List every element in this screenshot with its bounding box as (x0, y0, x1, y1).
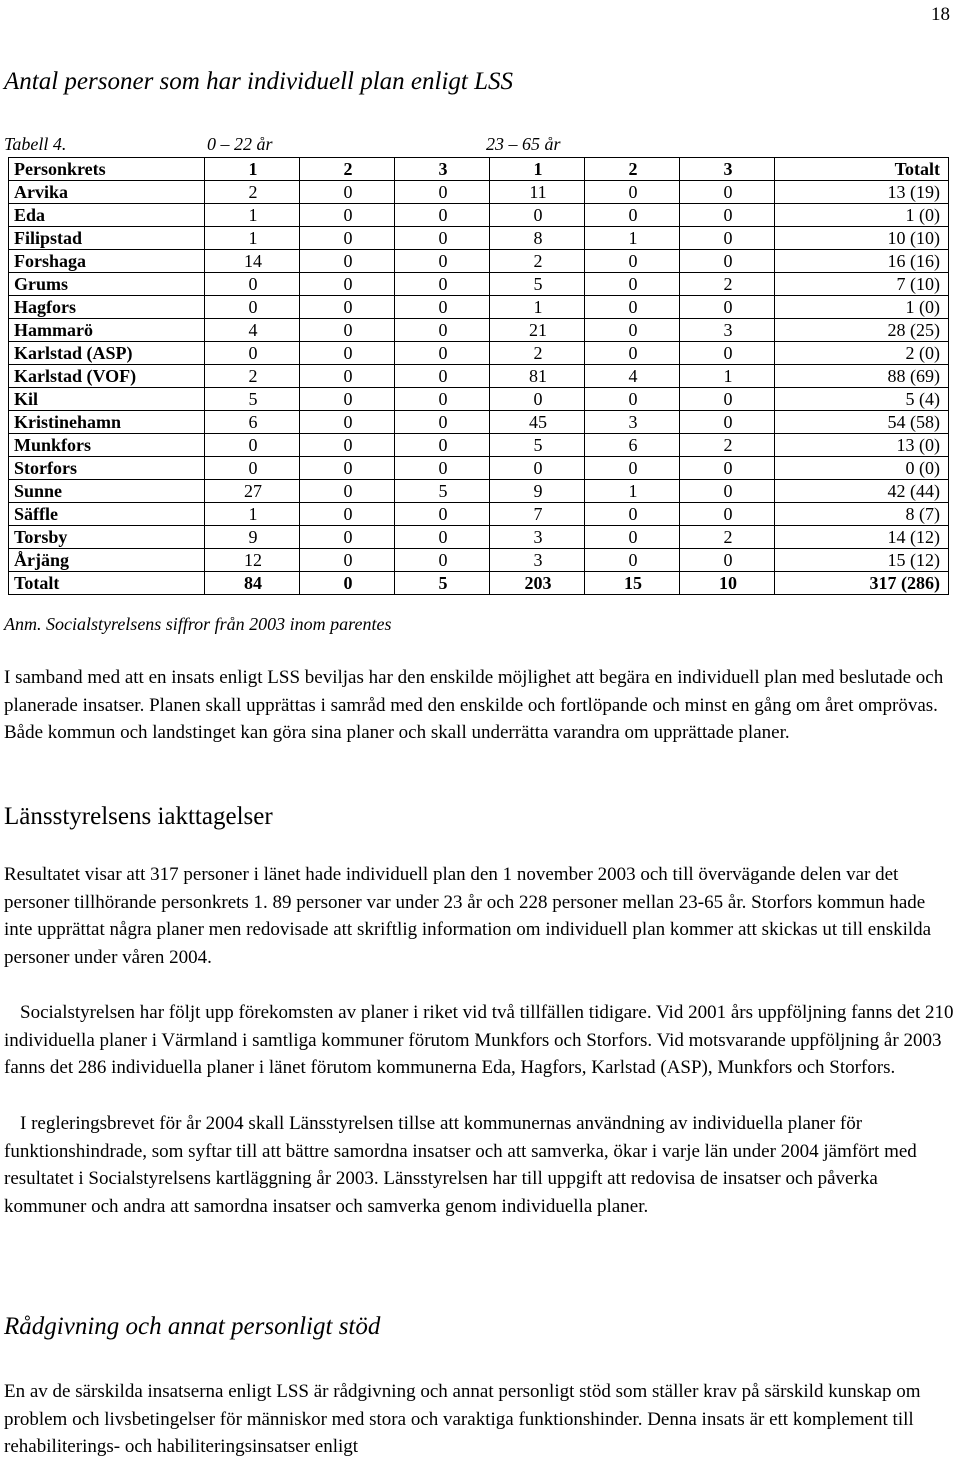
value-cell: 0 (395, 388, 490, 411)
total-cell: 2 (0) (775, 342, 949, 365)
value-cell: 0 (395, 549, 490, 572)
value-cell: 21 (490, 319, 585, 342)
value-cell: 3 (585, 411, 680, 434)
value-cell: 0 (300, 388, 395, 411)
value-cell: 0 (680, 296, 775, 319)
value-cell: 0 (395, 526, 490, 549)
value-cell: 81 (490, 365, 585, 388)
value-cell: 5 (205, 388, 300, 411)
value-cell: 0 (395, 342, 490, 365)
value-cell: 3 (680, 158, 775, 181)
value-cell: 7 (490, 503, 585, 526)
value-cell: 0 (680, 250, 775, 273)
paragraph-individual-plan: I samband med att en insats enligt LSS beviljas har den enskilde möjlighet att begära en individuell plan med beslutade och planerade insatser. Planen skall upprättas i samråd med den enskilde och fortlöpande och minst en gång om året omprövas. Både kommun och landstinget kan göra sina planer och skall underrätta varandra om upprättade planer. (4, 667, 944, 743)
value-cell: 0 (680, 204, 775, 227)
row-label-cell: Säffle (9, 503, 205, 526)
row-label-cell: Totalt (9, 572, 205, 595)
value-cell: 0 (300, 227, 395, 250)
heading-observations: Länsstyrelsens iakttagelser (4, 803, 273, 830)
value-cell: 0 (585, 503, 680, 526)
total-cell: 88 (69) (775, 365, 949, 388)
value-cell: 3 (395, 158, 490, 181)
value-cell: 0 (300, 204, 395, 227)
table-row (9, 365, 949, 388)
value-cell: 0 (680, 181, 775, 204)
value-cell: 0 (300, 296, 395, 319)
value-cell: 0 (585, 526, 680, 549)
value-cell: 0 (395, 411, 490, 434)
paragraph-results: Resultatet visar att 317 personer i länet hade individuell plan den 1 november 2003 och till övervägande delen var det personer tillhörande personkrets 1. 89 personer var under 23 år och 228 personer mellan 23-65 år. Storfors kommun hade inte upprättat några planer men redovisade att skriftlig information om individuell plan kommer att skickas ut till enskilda personer under våren 2004. (4, 864, 932, 968)
table-row (9, 273, 949, 296)
value-cell: 1 (205, 204, 300, 227)
value-cell: 0 (680, 411, 775, 434)
total-cell: 1 (0) (775, 296, 949, 319)
paragraph-follow-up: Socialstyrelsen har följt upp förekomsten av planer i riket vid två tillfällen tidigare. Vid 2001 års uppföljning fanns det 210 individuella planer i Värmland i samtliga kommuner förutom Munkfors och Storfors. Vid motsvarande uppföljning år 2003 fanns det 286 individuella planer i länet förutom kommunerna Eda, Hagfors, Karlstad (ASP), Munkfors och Storfors. (4, 1002, 954, 1078)
value-cell: 5 (490, 434, 585, 457)
value-cell: 0 (300, 250, 395, 273)
value-cell: 2 (585, 158, 680, 181)
row-label-cell: Hammarö (9, 319, 205, 342)
value-cell: 15 (585, 572, 680, 595)
table-row (9, 411, 949, 434)
value-cell: 0 (300, 319, 395, 342)
value-cell: 0 (490, 457, 585, 480)
age-group-label-0-22: 0 – 22 år (207, 134, 273, 154)
table-row (9, 457, 949, 480)
value-cell: 0 (300, 549, 395, 572)
value-cell: 203 (490, 572, 585, 595)
heading-support: Rådgivning och annat personligt stöd (4, 1313, 381, 1340)
row-label-cell: Eda (9, 204, 205, 227)
row-label-cell: Torsby (9, 526, 205, 549)
value-cell: 1 (585, 227, 680, 250)
table-caption: Tabell 4. (4, 134, 67, 154)
table-row (9, 227, 949, 250)
table-body (9, 158, 949, 595)
value-cell: 0 (395, 204, 490, 227)
paragraph-regulation: I regleringsbrevet för år 2004 skall Länsstyrelsen tillse att kommunernas användning av individuella planer för funktionshindrade, som syftar till att bättre samordna insatser och att samverka, ökar i varje län under 2004 jämfört med resultatet i Socialstyrelsens kartläggning år 2003. Länsstyrelsen har till uppgift att redovisa de insatser och påverka kommuner och andra att samordna insatser och samverka genom individuella planer. (4, 1113, 917, 1217)
value-cell: 1 (490, 296, 585, 319)
row-label-cell: Karlstad (VOF) (9, 365, 205, 388)
table-row (9, 250, 949, 273)
value-cell: 0 (395, 296, 490, 319)
value-cell: 0 (585, 549, 680, 572)
value-cell: 0 (395, 503, 490, 526)
table-row (9, 434, 949, 457)
value-cell: 0 (585, 319, 680, 342)
value-cell: 0 (490, 204, 585, 227)
value-cell: 6 (205, 411, 300, 434)
total-cell: 14 (12) (775, 526, 949, 549)
table-row (9, 296, 949, 319)
value-cell: 4 (205, 319, 300, 342)
table-row (9, 503, 949, 526)
value-cell: 0 (205, 457, 300, 480)
table-row (9, 549, 949, 572)
row-label-cell: Forshaga (9, 250, 205, 273)
value-cell: 0 (585, 204, 680, 227)
total-cell: 5 (4) (775, 388, 949, 411)
value-cell: 0 (395, 457, 490, 480)
value-cell: 1 (490, 158, 585, 181)
row-label-cell: Kristinehamn (9, 411, 205, 434)
value-cell: 2 (300, 158, 395, 181)
table-row (9, 204, 949, 227)
value-cell: 0 (395, 319, 490, 342)
table-row (9, 526, 949, 549)
value-cell: 6 (585, 434, 680, 457)
value-cell: 0 (300, 434, 395, 457)
value-cell: 3 (490, 526, 585, 549)
table-row (9, 342, 949, 365)
value-cell: 0 (395, 434, 490, 457)
value-cell: 2 (680, 526, 775, 549)
table-row (9, 181, 949, 204)
value-cell: 0 (205, 434, 300, 457)
value-cell: 0 (300, 411, 395, 434)
value-cell: 0 (680, 388, 775, 411)
total-cell: Totalt (775, 158, 949, 181)
value-cell: 0 (680, 457, 775, 480)
total-cell: 8 (7) (775, 503, 949, 526)
row-label-cell: Munkfors (9, 434, 205, 457)
value-cell: 1 (205, 227, 300, 250)
value-cell: 0 (680, 549, 775, 572)
row-label-cell: Kil (9, 388, 205, 411)
row-label-cell: Sunne (9, 480, 205, 503)
value-cell: 0 (300, 365, 395, 388)
value-cell: 2 (680, 434, 775, 457)
value-cell: 2 (205, 181, 300, 204)
total-cell: 0 (0) (775, 457, 949, 480)
value-cell: 0 (205, 296, 300, 319)
total-cell: 317 (286) (775, 572, 949, 595)
value-cell: 1 (205, 503, 300, 526)
value-cell: 0 (585, 181, 680, 204)
value-cell: 0 (395, 181, 490, 204)
value-cell: 0 (300, 342, 395, 365)
value-cell: 0 (395, 273, 490, 296)
value-cell: 0 (680, 227, 775, 250)
value-cell: 10 (680, 572, 775, 595)
value-cell: 45 (490, 411, 585, 434)
value-cell: 0 (585, 250, 680, 273)
value-cell: 0 (490, 388, 585, 411)
value-cell: 8 (490, 227, 585, 250)
value-cell: 3 (680, 319, 775, 342)
value-cell: 4 (585, 365, 680, 388)
value-cell: 0 (300, 480, 395, 503)
age-group-label-23-65: 23 – 65 år (486, 134, 561, 154)
table-header-row (9, 158, 949, 181)
row-label-cell: Grums (9, 273, 205, 296)
table-row (9, 480, 949, 503)
value-cell: 0 (680, 342, 775, 365)
value-cell: 12 (205, 549, 300, 572)
total-cell: 16 (16) (775, 250, 949, 273)
value-cell: 1 (680, 365, 775, 388)
table-row (9, 319, 949, 342)
section-title: Antal personer som har individuell plan enligt LSS (4, 68, 514, 95)
value-cell: 0 (205, 273, 300, 296)
value-cell: 0 (300, 503, 395, 526)
row-label-cell: Arvika (9, 181, 205, 204)
table-total-row (9, 572, 949, 595)
total-cell: 10 (10) (775, 227, 949, 250)
value-cell: 2 (490, 342, 585, 365)
value-cell: 5 (395, 480, 490, 503)
value-cell: 0 (395, 227, 490, 250)
value-cell: 2 (490, 250, 585, 273)
value-cell: 27 (205, 480, 300, 503)
value-cell: 0 (205, 342, 300, 365)
value-cell: 0 (585, 342, 680, 365)
value-cell: 1 (585, 480, 680, 503)
value-cell: 0 (300, 572, 395, 595)
total-cell: 1 (0) (775, 204, 949, 227)
value-cell: 2 (680, 273, 775, 296)
value-cell: 0 (300, 181, 395, 204)
paragraph-support: En av de särskilda insatserna enligt LSS är rådgivning och annat personligt stöd som ställer krav på särskild kunskap om problem och livsbetingelser för människor med stora och varaktiga funktionshinder. Denna insats är ett komplement till rehabiliterings- och habiliteringsinsatser enligt (4, 1381, 921, 1457)
individual-plan-table (8, 157, 949, 595)
value-cell: 0 (585, 296, 680, 319)
total-cell: 54 (58) (775, 411, 949, 434)
value-cell: 0 (680, 480, 775, 503)
value-cell: 11 (490, 181, 585, 204)
total-cell: 13 (19) (775, 181, 949, 204)
value-cell: 9 (205, 526, 300, 549)
row-label-cell: Personkrets (9, 158, 205, 181)
value-cell: 0 (300, 526, 395, 549)
total-cell: 7 (10) (775, 273, 949, 296)
value-cell: 5 (395, 572, 490, 595)
value-cell: 84 (205, 572, 300, 595)
total-cell: 13 (0) (775, 434, 949, 457)
value-cell: 0 (585, 457, 680, 480)
value-cell: 0 (680, 503, 775, 526)
page-number: 18 (931, 4, 950, 25)
row-label-cell: Filipstad (9, 227, 205, 250)
value-cell: 2 (205, 365, 300, 388)
value-cell: 0 (300, 457, 395, 480)
total-cell: 28 (25) (775, 319, 949, 342)
value-cell: 9 (490, 480, 585, 503)
row-label-cell: Årjäng (9, 549, 205, 572)
row-label-cell: Storfors (9, 457, 205, 480)
value-cell: 0 (395, 250, 490, 273)
total-cell: 15 (12) (775, 549, 949, 572)
value-cell: 0 (395, 365, 490, 388)
table-note: Anm. Socialstyrelsens siffror från 2003 inom parentes (4, 614, 392, 634)
value-cell: 0 (585, 273, 680, 296)
value-cell: 5 (490, 273, 585, 296)
total-cell: 42 (44) (775, 480, 949, 503)
row-label-cell: Hagfors (9, 296, 205, 319)
table-row (9, 388, 949, 411)
value-cell: 14 (205, 250, 300, 273)
row-label-cell: Karlstad (ASP) (9, 342, 205, 365)
value-cell: 3 (490, 549, 585, 572)
value-cell: 1 (205, 158, 300, 181)
value-cell: 0 (300, 273, 395, 296)
value-cell: 0 (585, 388, 680, 411)
